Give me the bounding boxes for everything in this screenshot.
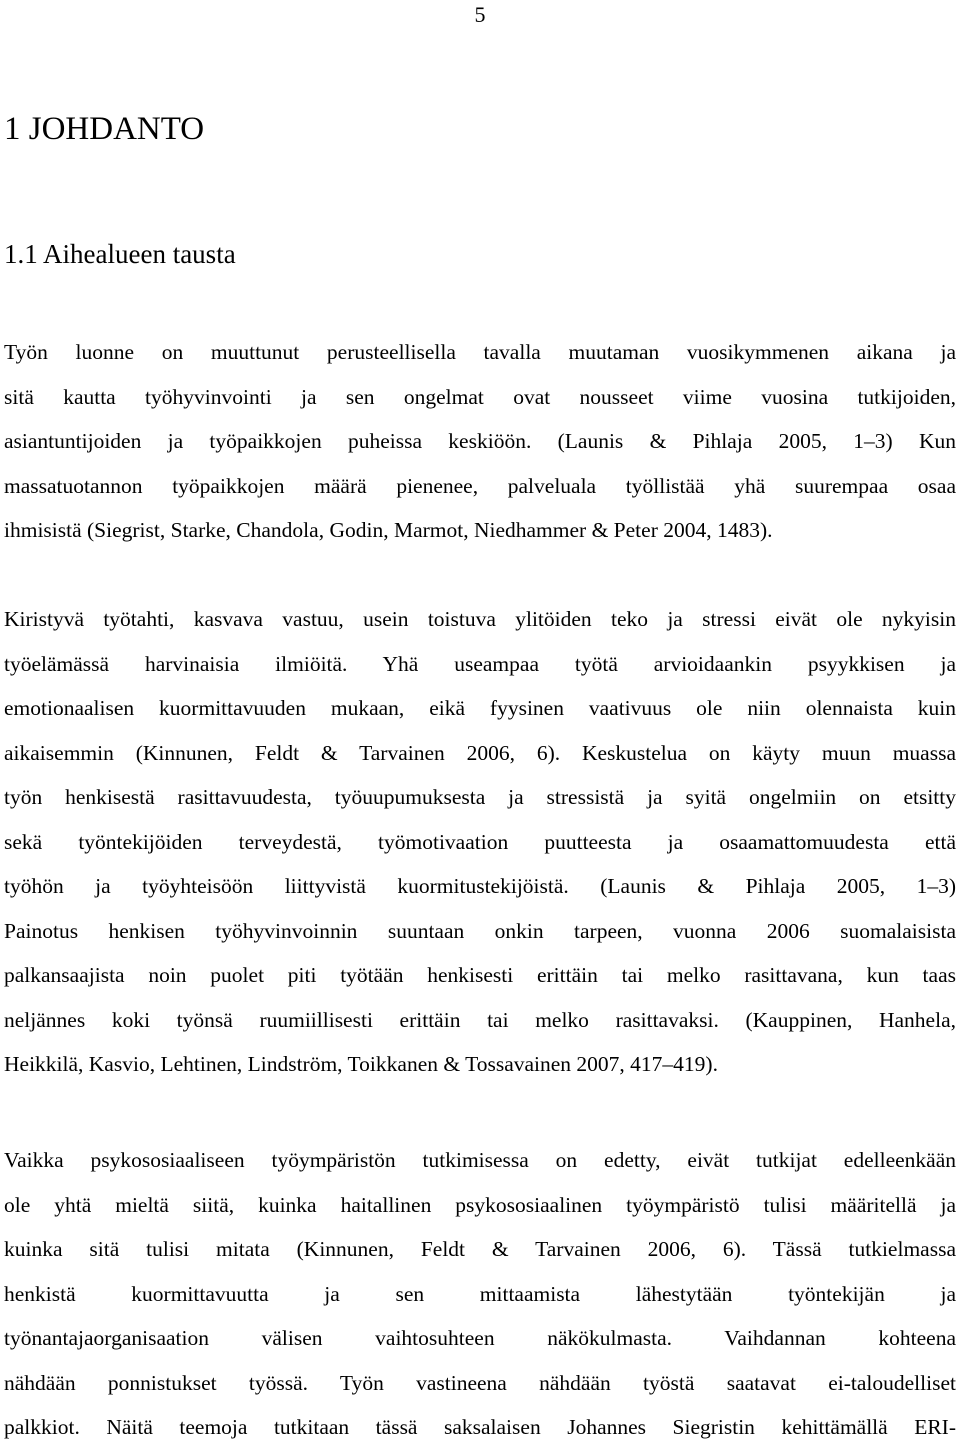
text-line: sekä työntekijöiden terveydestä, työmotivaation puutteesta ja osaamattomuudesta että <box>4 829 956 854</box>
paragraph-1 <box>4 330 956 553</box>
text-line: palkkiot. Näitä teemoja tutkitaan tässä saksalaisen Johannes Siegristin kehittämällä ERI- <box>4 1415 956 1439</box>
paragraph-3 <box>4 1138 956 1450</box>
text-line: asiantuntijoiden ja työpaikkojen puheissa keskiöön. (Launis & Pihlaja 2005, 1–3) Kun <box>4 429 956 453</box>
text-line: Kiristyvä työtahti, kasvava vastuu, usein toistuva ylitöiden teko ja stressi eivät ole nykyisin <box>4 607 956 631</box>
text-line: työhön ja työyhteisöön liittyvistä kuormitustekijöistä. (Launis & Pihlaja 2005, 1–3) <box>4 874 956 898</box>
text-line: emotionaalisen kuormittavuuden mukaan, eikä fyysinen vaativuus ole niin olennaista kuin <box>4 696 956 720</box>
text-line: palkansaajista noin puolet piti työtään henkisesti erittäin tai melko rasittavana, kun taas <box>4 963 956 987</box>
text-line: nähdään ponnistukset työssä. Työn vastineena nähdään työstä saatavat ei-taloudelliset <box>4 1370 956 1395</box>
chapter-heading: 1 JOHDANTO <box>4 111 205 147</box>
paragraph-2 <box>4 597 956 1087</box>
section-heading: 1.1 Aihealueen tausta <box>4 239 236 269</box>
text-line: Vaikka psykososiaaliseen työympäristön tutkimisessa on edetty, eivät tutkijat edelleenkään <box>4 1148 956 1172</box>
text-line: työelämässä harvinaisia ilmiöitä. Yhä useampaa työtä arvioidaankin psyykkisen ja <box>4 651 956 676</box>
text-line: Työn luonne on muuttunut perusteellisella tavalla muutaman vuosikymmenen aikana ja <box>4 340 956 364</box>
text-line: Painotus henkisen työhyvinvoinnin suuntaan onkin tarpeen, vuonna 2006 suomalaisista <box>4 918 956 943</box>
text-line: kuinka sitä tulisi mitata (Kinnunen, Feldt & Tarvainen 2006, 6). Tässä tutkielmassa <box>4 1237 956 1261</box>
text-line: Heikkilä, Kasvio, Lehtinen, Lindström, Toikkanen & Tossavainen 2007, 417–419). <box>4 1052 718 1076</box>
text-line: sitä kautta työhyvinvointi ja sen ongelmat ovat nousseet viime vuosina tutkijoiden, <box>4 384 956 409</box>
text-line: massatuotannon työpaikkojen määrä pienenee, palveluala työllistää yhä suurempaa osaa <box>4 473 956 498</box>
text-line: henkistä kuormittavuutta ja sen mittaamista lähestytään työntekijän ja <box>4 1281 956 1306</box>
page-number: 5 <box>474 2 486 27</box>
text-line: ihmisistä (Siegrist, Starke, Chandola, Godin, Marmot, Niedhammer & Peter 2004, 1483). <box>4 518 773 542</box>
text-line: aikaisemmin (Kinnunen, Feldt & Tarvainen 2006, 6). Keskustelua on käyty muun muassa <box>4 740 956 765</box>
text-line: työn henkisestä rasittavuudesta, työuupumuksesta ja stressistä ja syitä ongelmiin on etsitty <box>4 785 956 809</box>
text-line: työnantajaorganisaation välisen vaihtosuhteen näkökulmasta. Vaihdannan kohteena <box>4 1326 956 1350</box>
text-line: neljännes koki työnsä ruumiillisesti erittäin tai melko rasittavaksi. (Kauppinen, Hanhela, <box>4 1007 956 1032</box>
text-line: ole yhtä mieltä siitä, kuinka haitallinen psykososiaalinen työympäristö tulisi määritellä ja <box>4 1192 956 1217</box>
